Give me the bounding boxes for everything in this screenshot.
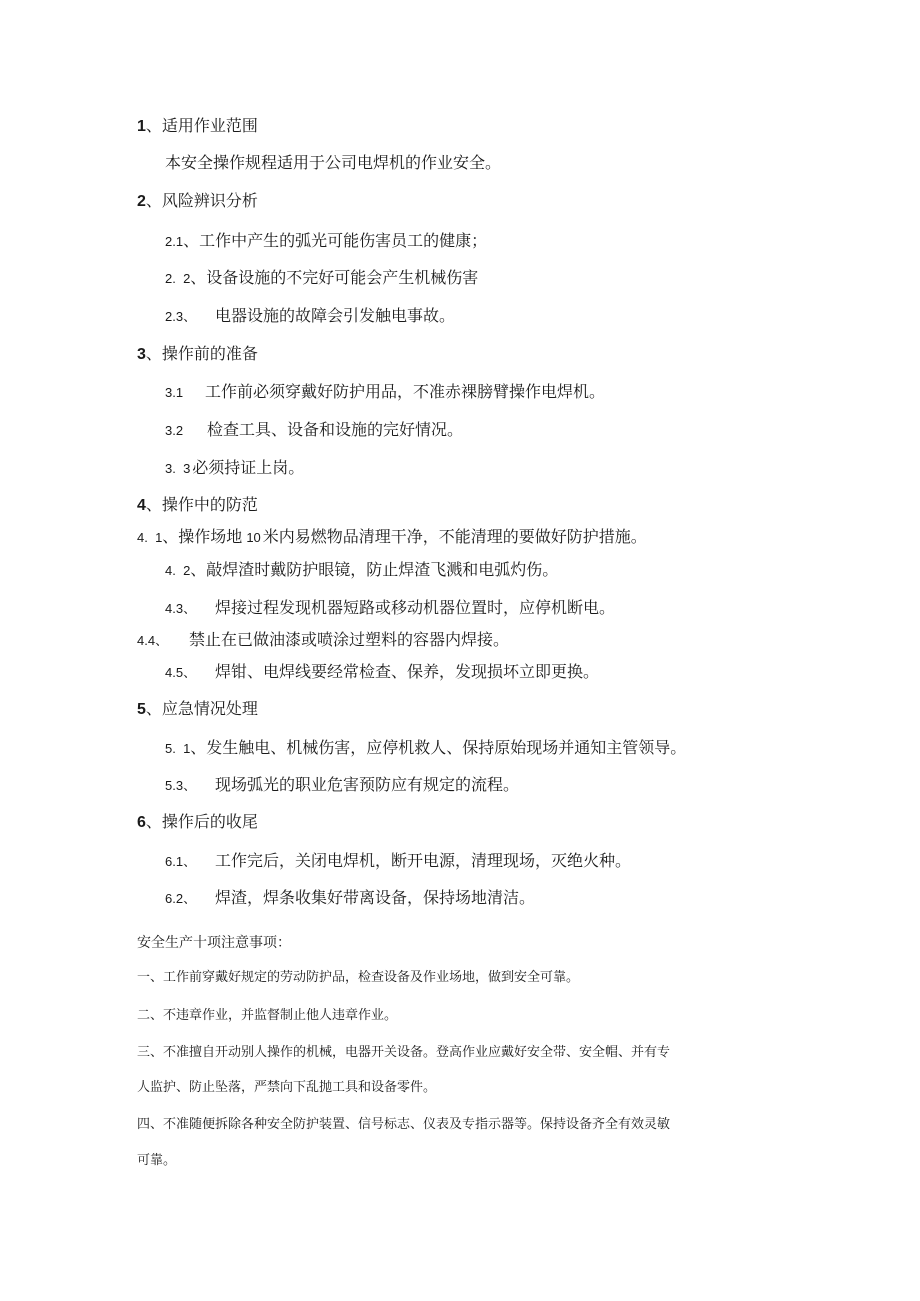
section-1-intro: 本安全操作规程适用于公司电焊机的作业安全。 — [165, 153, 502, 172]
section-1-heading: 1、适用作业范围 — [137, 116, 258, 135]
item-2-2: 2. 2、设备设施的不完好可能会产生机械伤害 — [165, 268, 479, 287]
item-5-1: 5. 1、发生触电、机械伤害，应停机救人、保持原始现场并通知主管领导。 — [165, 738, 687, 757]
item-4-5: 4.5、 焊钳、电焊线要经常检查、保养，发现损坏立即更换。 — [165, 662, 600, 681]
section-6-heading: 6、操作后的收尾 — [137, 812, 258, 831]
item-4-1: 4. 1、操作场地 10 米内易燃物品清理干净，不能清理的要做好防护措施。 — [137, 527, 647, 546]
section-5-heading: 5、应急情况处理 — [137, 699, 258, 718]
item-3-2: 3.2 检查工具、设备和设施的完好情况。 — [165, 420, 464, 439]
note-line-2: 二、不违章作业，并监督制止他人违章作业。 — [137, 1008, 398, 1023]
note-line-4: 人监护、防止坠落，严禁向下乱抛工具和设备零件。 — [137, 1080, 437, 1095]
note-line-3: 三、不准擅自开动别人操作的机械，电器开关设备。登高作业应戴好安全带、安全帽、并有专 — [137, 1045, 671, 1060]
item-2-3: 2.3、 电器设施的故障会引发触电事故。 — [165, 306, 456, 325]
item-2-1: 2.1、工作中产生的弧光可能伤害员工的健康； — [165, 231, 488, 250]
item-6-2: 6.2、 焊渣，焊条收集好带离设备，保持场地清洁。 — [165, 888, 536, 907]
note-line-1: 一、工作前穿戴好规定的劳动防护品，检查设备及作业场地，做到安全可靠。 — [137, 970, 580, 985]
section-3-heading: 3、操作前的准备 — [137, 344, 258, 363]
item-4-2: 4. 2、敲焊渣时戴防护眼镜，防止焊渣飞溅和电弧灼伤。 — [165, 560, 559, 579]
section-2-heading: 2、风险辨识分析 — [137, 191, 258, 210]
section-4-heading: 4、操作中的防范 — [137, 495, 258, 514]
note-line-6: 可靠。 — [137, 1153, 177, 1168]
notes-title: 安全生产十项注意事项： — [137, 935, 291, 951]
item-6-1: 6.1、 工作完后，关闭电焊机，断开电源，清理现场，灭绝火种。 — [165, 851, 632, 870]
item-3-1: 3.1 工作前必须穿戴好防护用品，不准赤裸膀臂操作电焊机。 — [165, 382, 606, 401]
item-5-3: 5.3、 现场弧光的职业危害预防应有规定的流程。 — [165, 775, 520, 794]
item-3-3: 3. 3 必须持证上岗。 — [165, 458, 305, 477]
note-line-5: 四、不准随便拆除各种安全防护装置、信号标志、仪表及专指示器等。保持设备齐全有效灵敏 — [137, 1117, 671, 1132]
item-4-4: 4.4、 禁止在已做油漆或喷涂过塑料的容器内焊接。 — [137, 630, 510, 649]
item-4-3: 4.3、 焊接过程发现机器短路或移动机器位置时，应停机断电。 — [165, 598, 616, 617]
